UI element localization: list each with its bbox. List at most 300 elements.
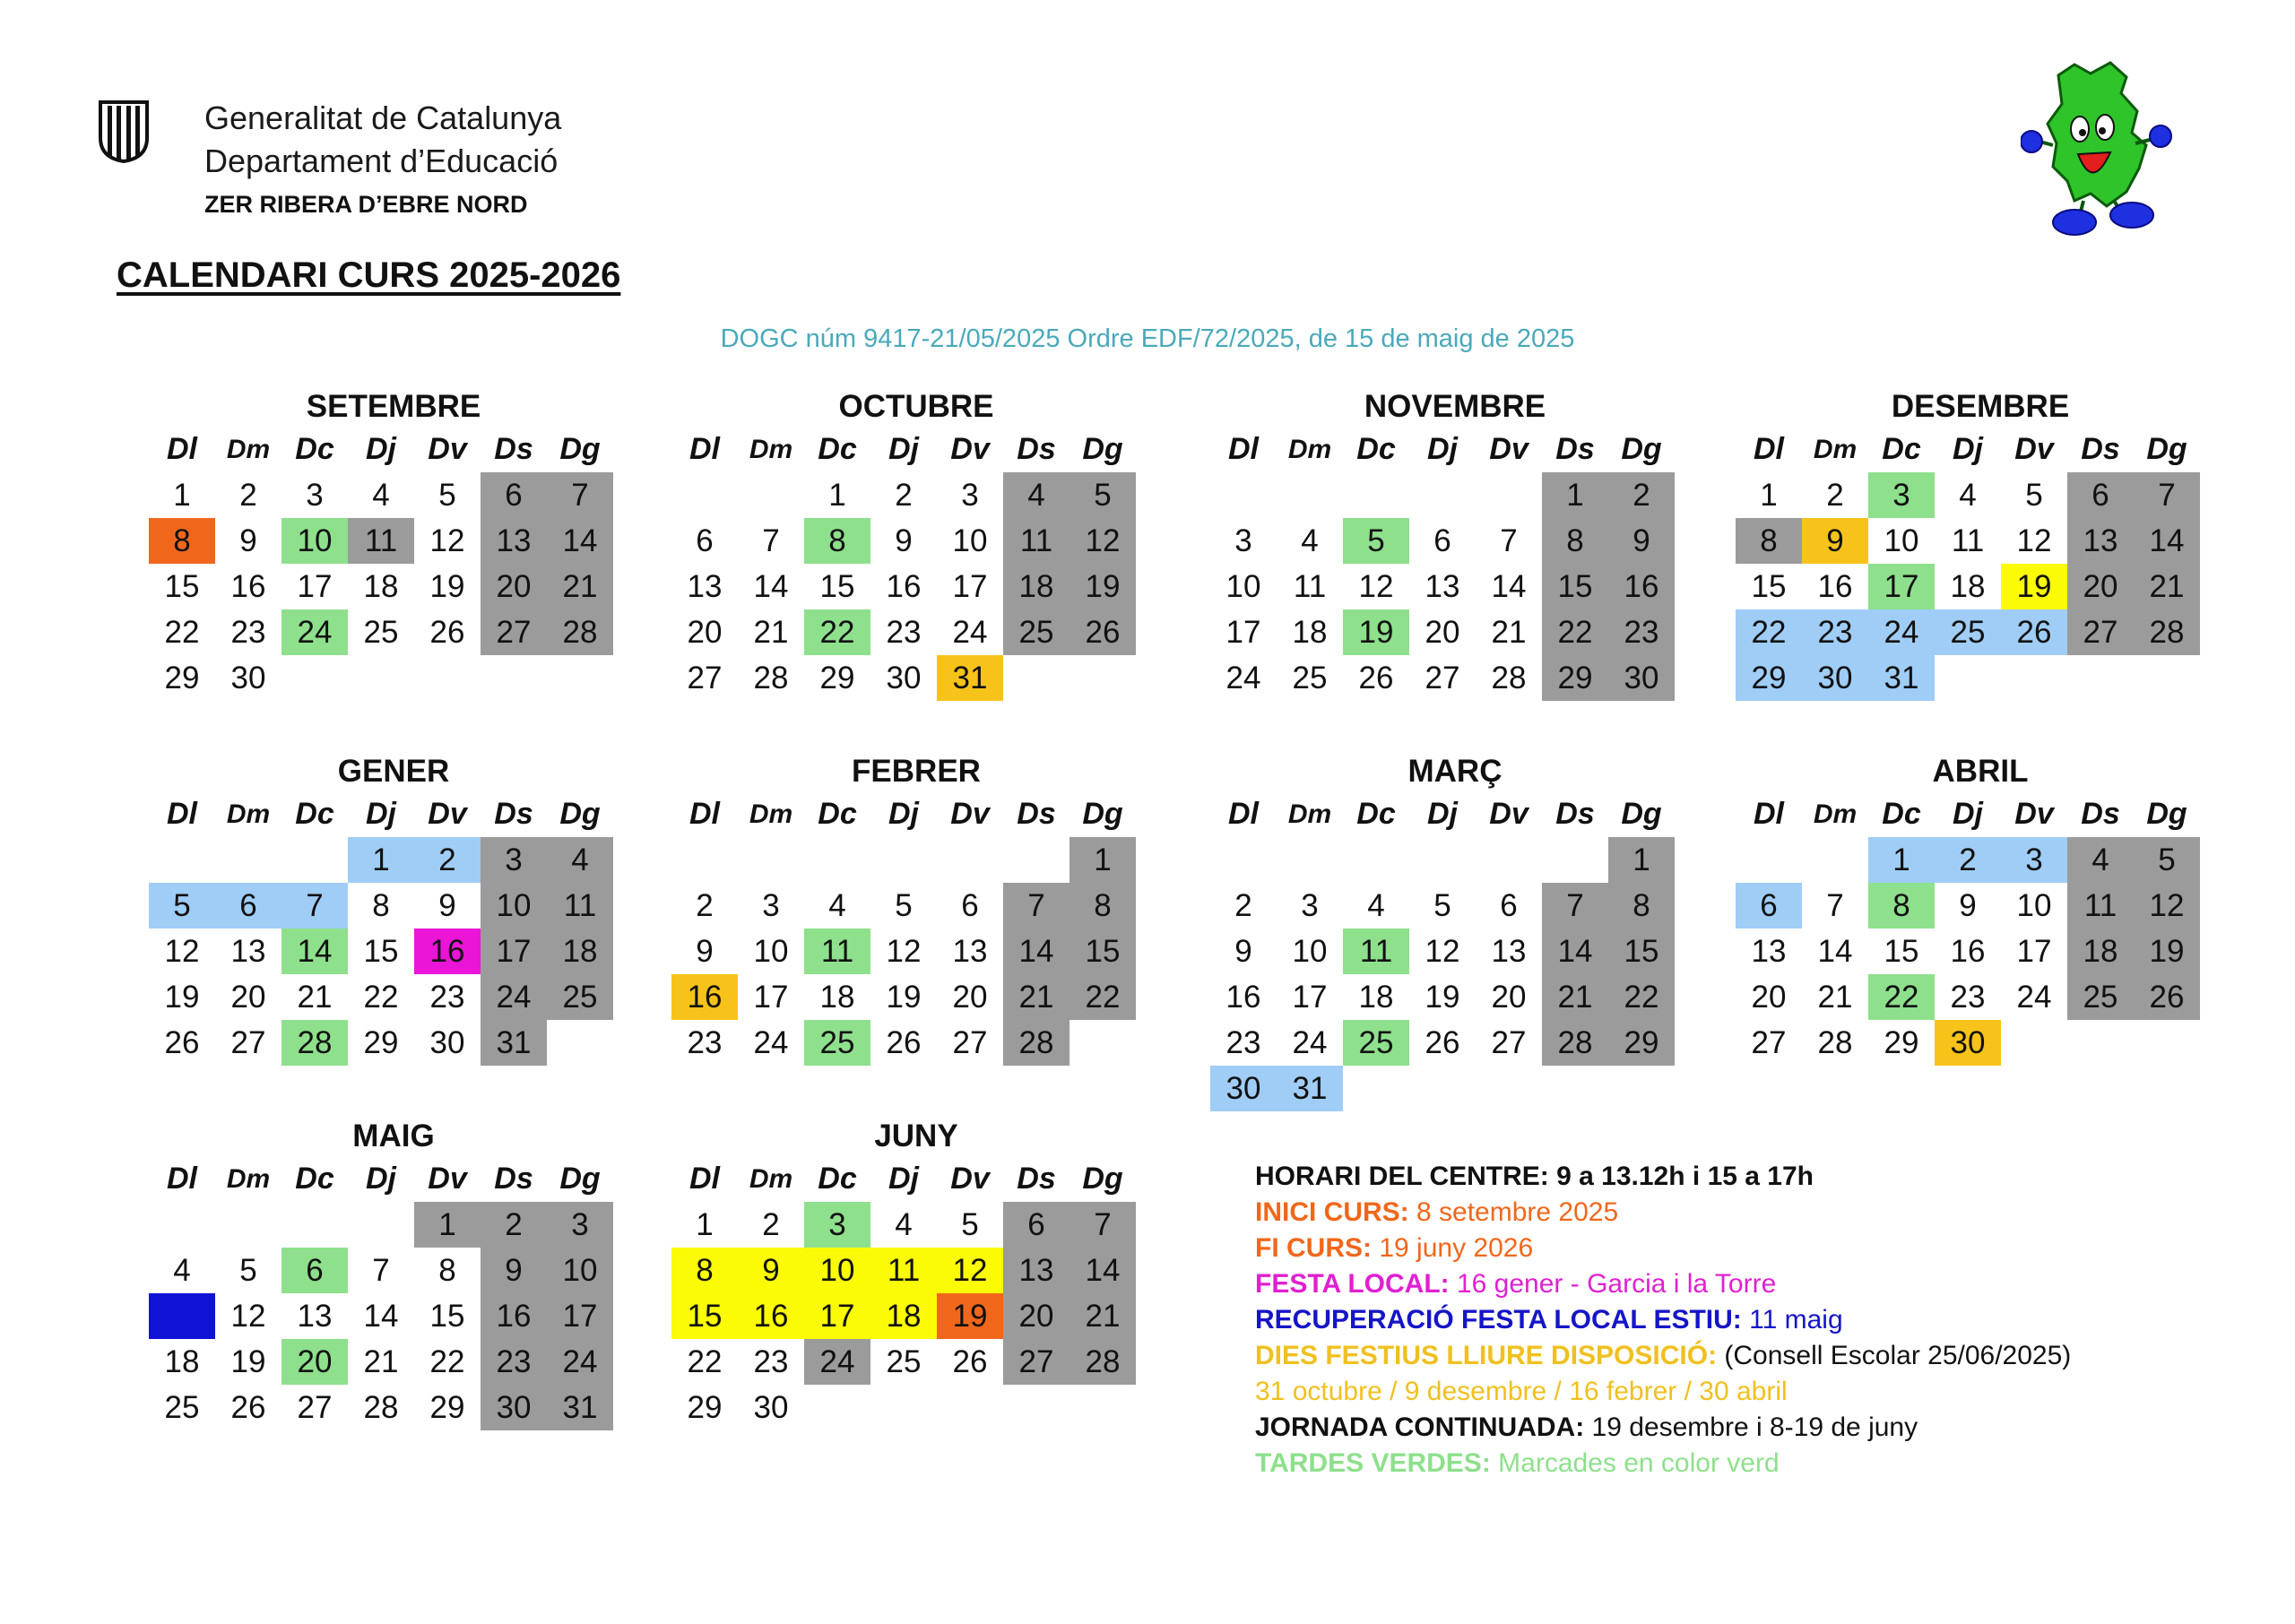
calendar-day: 11 (149, 1293, 215, 1339)
generalitat-logo-icon (97, 99, 151, 163)
calendar-day: 7 (2134, 472, 2200, 518)
calendar-day: 22 (1542, 609, 1608, 655)
calendar-day: 25 (2067, 974, 2134, 1020)
weekday-header: Dj (888, 797, 919, 831)
empty-cell (671, 472, 738, 518)
calendar-day: 9 (481, 1248, 547, 1293)
calendar-day: 30 (1802, 655, 1868, 701)
calendar-day: 18 (164, 1343, 200, 1379)
dogc-reference: DOGC núm 9417-21/05/2025 Ordre EDF/72/2025, de 15 de maig de 2025 (720, 324, 1575, 353)
calendar-day: 12 (230, 1298, 266, 1334)
calendar-day: 26 (164, 1024, 200, 1060)
calendar-day: 23 (230, 614, 266, 650)
calendar-day: 1 (1868, 837, 1935, 883)
calendar-day: 9 (239, 523, 257, 558)
calendar-day: 3 (2001, 837, 2067, 883)
weekday-header: Dv (1489, 797, 1529, 831)
calendar-day: 29 (1884, 1024, 1919, 1060)
calendar-day: 9 (1802, 518, 1868, 564)
calendar-day: 3 (1301, 887, 1319, 923)
weekday-header: Ds (1017, 432, 1056, 466)
calendar-day: 28 (1003, 1020, 1070, 1066)
weekday-header: Dl (689, 1162, 720, 1196)
calendar-day: 5 (438, 477, 456, 513)
month-grid (149, 1156, 611, 1430)
calendar-day: 2 (696, 887, 714, 923)
weekday-header: Dc (295, 797, 334, 831)
calendar-day: 2 (481, 1202, 547, 1248)
weekday-header: Dm (749, 1163, 793, 1194)
calendar-day: 22 (687, 1343, 723, 1379)
empty-cell (215, 1202, 281, 1248)
calendar-day: 17 (1868, 564, 1935, 609)
calendar-day: 26 (2001, 609, 2067, 655)
calendar-day: 19 (886, 979, 922, 1015)
weekday-header: Dv (950, 1162, 990, 1196)
calendar-day: 28 (1817, 1024, 1853, 1060)
calendar-day: 19 (230, 1343, 266, 1379)
calendar-day: 16 (738, 1293, 804, 1339)
calendar-day: 3 (961, 477, 979, 513)
calendar-day: 14 (1542, 929, 1608, 974)
department-name: Departament d’Educació (204, 143, 559, 179)
weekday-header: Dv (950, 432, 990, 466)
calendar-day: 7 (762, 523, 780, 558)
calendar-day: 4 (1367, 887, 1385, 923)
calendar-day: 15 (1608, 929, 1675, 974)
weekday-header: Ds (494, 432, 533, 466)
calendar-day: 2 (1608, 472, 1675, 518)
calendar-day: 8 (1868, 883, 1935, 929)
calendar-day: 28 (363, 1389, 399, 1425)
weekday-header: Dg (2146, 432, 2187, 466)
weekday-header: Dm (749, 434, 793, 464)
legend-row (1255, 1338, 2071, 1374)
calendar-day: 22 (1070, 974, 1136, 1020)
calendar-day: 19 (1070, 564, 1136, 609)
calendar-day: 8 (671, 1248, 738, 1293)
calendar-day: 21 (2134, 564, 2200, 609)
calendar-day: 13 (1425, 568, 1460, 604)
calendar-day: 7 (1003, 883, 1070, 929)
empty-cell (804, 837, 870, 883)
calendar-day: 10 (1884, 523, 1919, 558)
calendar-day: 22 (164, 614, 200, 650)
calendar-day: 4 (173, 1252, 191, 1288)
calendar-day: 25 (1343, 1020, 1409, 1066)
calendar-day: 26 (230, 1389, 266, 1425)
month-marc (1198, 752, 1673, 1111)
calendar-day: 9 (1234, 933, 1252, 969)
calendar-day: 17 (753, 979, 789, 1015)
legend-key: TARDES VERDES: (1255, 1448, 1491, 1478)
calendar-day: 13 (2067, 518, 2134, 564)
calendar-day: 24 (547, 1339, 613, 1385)
empty-cell (348, 1202, 414, 1248)
calendar-day: 20 (687, 614, 723, 650)
weekday-header: Dv (2014, 432, 2054, 466)
month-grid (671, 1156, 1134, 1430)
calendar-day: 30 (230, 660, 266, 695)
calendar-day: 30 (1608, 655, 1675, 701)
calendar-day: 20 (1425, 614, 1460, 650)
calendar-day: 31 (481, 1020, 547, 1066)
calendar-day: 18 (2067, 929, 2134, 974)
legend-value: 19 desembre i 8-19 de juny (1584, 1412, 1918, 1442)
month-title: ABRIL (1932, 754, 2029, 789)
calendar-day: 27 (481, 609, 547, 655)
calendar-day: 4 (547, 837, 613, 883)
calendar-day: 10 (1225, 568, 1261, 604)
calendar-day: 5 (239, 1252, 257, 1288)
empty-cell (281, 1202, 348, 1248)
calendar-day: 15 (1884, 933, 1919, 969)
weekday-header: Dl (167, 432, 197, 466)
weekday-header: Ds (1017, 797, 1056, 831)
calendar-day: 6 (215, 883, 281, 929)
calendar-day: 21 (1542, 974, 1608, 1020)
calendar-day: 25 (804, 1020, 870, 1066)
calendar-day: 3 (762, 887, 780, 923)
weekday-header: Dg (1082, 432, 1123, 466)
weekday-header: Ds (494, 1162, 533, 1196)
calendar-day: 5 (961, 1206, 979, 1242)
legend-row (1255, 1266, 2071, 1302)
calendar-day: 14 (281, 929, 348, 974)
legend-key: RECUPERACIÓ FESTA LOCAL ESTIU: (1255, 1305, 1742, 1335)
calendar-day: 25 (547, 974, 613, 1020)
calendar-day: 21 (1070, 1293, 1136, 1339)
calendar-day: 25 (886, 1343, 922, 1379)
weekday-header: Ds (2081, 432, 2120, 466)
calendar-day: 18 (363, 568, 399, 604)
weekday-header: Ds (1555, 432, 1595, 466)
empty-cell (1003, 837, 1070, 883)
legend-key: FI CURS: (1255, 1233, 1372, 1263)
calendar-day: 13 (687, 568, 723, 604)
calendar-day: 20 (1751, 979, 1787, 1015)
calendar-day: 9 (738, 1248, 804, 1293)
calendar-day: 2 (414, 837, 481, 883)
calendar-day: 18 (1358, 979, 1394, 1015)
calendar-day: 23 (1608, 609, 1675, 655)
weekday-header: Dm (1813, 799, 1858, 829)
organization-header (204, 97, 561, 226)
calendar-day: 19 (429, 568, 465, 604)
weekday-header: Dm (1287, 799, 1332, 829)
calendar-day: 12 (1425, 933, 1460, 969)
calendar-day: 6 (1500, 887, 1518, 923)
calendar-day: 1 (1608, 837, 1675, 883)
weekday-header: Ds (1017, 1162, 1056, 1196)
calendar-day: 19 (937, 1293, 1003, 1339)
empty-cell (1476, 472, 1542, 518)
calendar-day: 12 (1358, 568, 1394, 604)
weekday-header: Dl (167, 1162, 197, 1196)
calendar-day: 7 (1500, 523, 1518, 558)
legend-row (1255, 1159, 2071, 1195)
calendar-day: 6 (281, 1248, 348, 1293)
calendar-day: 24 (753, 1024, 789, 1060)
month-title: GENER (337, 754, 450, 789)
calendar-day: 24 (1868, 609, 1935, 655)
calendar-day: 5 (1433, 887, 1451, 923)
calendar-day: 20 (1003, 1293, 1070, 1339)
calendar-day: 22 (804, 609, 870, 655)
calendar-day: 21 (547, 564, 613, 609)
empty-cell (1210, 472, 1277, 518)
weekday-header: Dl (689, 432, 720, 466)
calendar-day: 2 (1935, 837, 2001, 883)
calendar-day: 6 (696, 523, 714, 558)
empty-cell (1343, 472, 1409, 518)
weekday-header: Dc (1356, 797, 1396, 831)
calendar-day: 19 (2001, 564, 2067, 609)
calendar-day: 3 (547, 1202, 613, 1248)
calendar-day: 9 (696, 933, 714, 969)
calendar-day: 28 (1070, 1339, 1136, 1385)
month-title: SETEMBRE (306, 389, 481, 424)
calendar-day: 13 (230, 933, 266, 969)
month-title: MARÇ (1407, 754, 1503, 789)
calendar-day: 7 (1542, 883, 1608, 929)
calendar-day: 18 (1292, 614, 1328, 650)
weekday-header: Ds (494, 797, 533, 831)
calendar-day: 4 (1301, 523, 1319, 558)
calendar-day: 31 (937, 655, 1003, 701)
calendar-day: 25 (1003, 609, 1070, 655)
empty-cell (1409, 472, 1476, 518)
calendar-day: 1 (173, 477, 191, 513)
weekday-header: Dc (1356, 432, 1396, 466)
calendar-day: 14 (1491, 568, 1527, 604)
calendar-day: 25 (1935, 609, 2001, 655)
calendar-day: 29 (363, 1024, 399, 1060)
empty-cell (1277, 472, 1343, 518)
month-title: OCTUBRE (838, 389, 994, 424)
weekday-header: Dc (295, 1162, 334, 1196)
calendar-day: 21 (363, 1343, 399, 1379)
calendar-day: 29 (819, 660, 855, 695)
weekday-header: Dg (559, 1162, 601, 1196)
calendar-day: 11 (2067, 883, 2134, 929)
calendar-day: 27 (952, 1024, 988, 1060)
weekday-header: Dg (1082, 797, 1123, 831)
calendar-day: 15 (164, 568, 200, 604)
calendar-day: 29 (1542, 655, 1608, 701)
calendar-day: 7 (372, 1252, 390, 1288)
calendar-day: 16 (886, 568, 922, 604)
empty-cell (1476, 837, 1542, 883)
legend-key: JORNADA CONTINUADA: (1255, 1412, 1585, 1442)
calendar-day: 4 (895, 1206, 913, 1242)
calendar-day: 12 (886, 933, 922, 969)
weekday-header: Dl (1228, 797, 1259, 831)
calendar-day: 9 (438, 887, 456, 923)
calendar-day: 16 (1608, 564, 1675, 609)
weekday-header: Dl (1754, 432, 1784, 466)
calendar-day: 27 (1003, 1339, 1070, 1385)
calendar-day: 29 (429, 1389, 465, 1425)
calendar-day: 1 (1760, 477, 1778, 513)
calendar-day: 21 (297, 979, 333, 1015)
empty-cell (281, 837, 348, 883)
calendar-day: 25 (1292, 660, 1328, 695)
weekday-header: Dm (226, 1163, 271, 1194)
weekday-header: Dl (689, 797, 720, 831)
calendar-day: 13 (1491, 933, 1527, 969)
calendar-day: 8 (372, 887, 390, 923)
month-novembre (1198, 387, 1673, 701)
calendar-day: 8 (1542, 518, 1608, 564)
calendar-day: 11 (870, 1248, 937, 1293)
calendar-day: 20 (281, 1339, 348, 1385)
calendar-day: 31 (1868, 655, 1935, 701)
calendar-day: 16 (1817, 568, 1853, 604)
calendar-day: 26 (886, 1024, 922, 1060)
calendar-day: 11 (1293, 568, 1327, 604)
calendar-day: 1 (1542, 472, 1608, 518)
calendar-day: 26 (1425, 1024, 1460, 1060)
weekday-header: Dg (1621, 432, 1662, 466)
calendar-day: 30 (886, 660, 922, 695)
calendar-day: 24 (481, 974, 547, 1020)
calendar-day: 2 (895, 477, 913, 513)
calendar-day: 18 (1003, 564, 1070, 609)
weekday-header: Dm (1813, 434, 1858, 464)
weekday-header: Dj (1953, 797, 1983, 831)
calendar-day: 25 (164, 1389, 200, 1425)
calendar-day: 27 (230, 1024, 266, 1060)
calendar-day: 21 (1003, 974, 1070, 1020)
calendar-day: 17 (804, 1293, 870, 1339)
calendar-day: 8 (1608, 883, 1675, 929)
calendar-day: 1 (828, 477, 846, 513)
legend-row (1255, 1302, 2071, 1338)
legend-value: 31 octubre / 9 desembre / 16 febrer / 30 abril (1255, 1377, 1788, 1406)
weekday-header: Dv (428, 432, 467, 466)
weekday-header: Dj (366, 797, 396, 831)
month-title: FEBRER (852, 754, 981, 789)
calendar-day: 3 (306, 477, 324, 513)
legend-row (1255, 1374, 2071, 1410)
calendar-day: 20 (952, 979, 988, 1015)
calendar-day: 11 (1343, 929, 1409, 974)
calendar-day: 5 (1070, 472, 1136, 518)
calendar-day: 11 (1003, 518, 1070, 564)
calendar-day: 19 (164, 979, 200, 1015)
calendar-day: 19 (1425, 979, 1460, 1015)
calendar-day: 23 (886, 614, 922, 650)
calendar-day: 18 (1950, 568, 1986, 604)
calendar-day: 15 (671, 1293, 738, 1339)
month-title: MAIG (352, 1119, 435, 1153)
calendar-day: 10 (1292, 933, 1328, 969)
empty-cell (738, 472, 804, 518)
month-grid (671, 427, 1134, 701)
calendar-day: 19 (2134, 929, 2200, 974)
calendar-day: 10 (547, 1248, 613, 1293)
weekday-header: Dj (1427, 432, 1458, 466)
month-grid (671, 791, 1134, 1066)
empty-cell (149, 837, 215, 883)
calendar-day: 22 (1736, 609, 1802, 655)
calendar-day: 22 (363, 979, 399, 1015)
weekday-header: Dv (1489, 432, 1529, 466)
calendar-day: 14 (753, 568, 789, 604)
calendar-day: 29 (164, 660, 200, 695)
weekday-header: Dj (888, 1162, 919, 1196)
calendar-day: 14 (547, 518, 613, 564)
calendar-day: 4 (828, 887, 846, 923)
calendar-day: 15 (429, 1298, 465, 1334)
calendar-day: 24 (2016, 979, 2052, 1015)
weekday-header: Dc (295, 432, 334, 466)
calendar-day: 16 (1950, 933, 1986, 969)
calendar-day: 14 (1070, 1248, 1136, 1293)
calendar-day: 26 (1358, 660, 1394, 695)
calendar-day: 5 (1343, 518, 1409, 564)
page-title: CALENDARI CURS 2025-2026 (117, 255, 621, 295)
calendar-day: 10 (753, 933, 789, 969)
calendar-day: 5 (2025, 477, 2043, 513)
calendar-day: 17 (547, 1293, 613, 1339)
weekday-header: Dv (428, 797, 467, 831)
weekday-header: Ds (1555, 797, 1595, 831)
calendar-day: 6 (1736, 883, 1802, 929)
empty-cell (1277, 837, 1343, 883)
month-juny (659, 1117, 1134, 1430)
calendar-day: 28 (281, 1020, 348, 1066)
calendar-day: 16 (1225, 979, 1261, 1015)
calendar-day: 5 (895, 887, 913, 923)
weekday-header: Dg (559, 797, 601, 831)
calendar-day: 11 (547, 883, 613, 929)
calendar-day: 15 (1751, 568, 1787, 604)
empty-cell (1736, 837, 1802, 883)
weekday-header: Dj (888, 432, 919, 466)
month-grid (149, 427, 611, 701)
calendar-day: 5 (2134, 837, 2200, 883)
calendar-day: 4 (2067, 837, 2134, 883)
weekday-header: Dj (1953, 432, 1983, 466)
calendar-day: 15 (819, 568, 855, 604)
school-name: ZER RIBERA D’EBRE NORD (204, 191, 528, 218)
calendar-day: 17 (1292, 979, 1328, 1015)
calendar-day: 27 (1425, 660, 1460, 695)
calendar-day: 7 (281, 883, 348, 929)
calendar-day: 9 (1608, 518, 1675, 564)
weekday-header: Dm (749, 799, 793, 829)
calendar-day: 27 (2067, 609, 2134, 655)
legend-value: 8 setembre 2025 (1408, 1197, 1619, 1227)
month-abril (1723, 752, 2198, 1066)
calendar-day: 23 (481, 1339, 547, 1385)
month-gener (136, 752, 611, 1066)
calendar-day: 12 (1070, 518, 1136, 564)
weekday-header: Dv (2014, 797, 2054, 831)
month-title: NOVEMBRE (1364, 389, 1546, 424)
calendar-day: 17 (481, 929, 547, 974)
empty-cell (1343, 837, 1409, 883)
calendar-day: 13 (481, 518, 547, 564)
calendar-day: 9 (895, 523, 913, 558)
month-grid (1210, 427, 1673, 701)
calendar-day: 10 (281, 518, 348, 564)
empty-cell (215, 837, 281, 883)
weekday-header: Dv (428, 1162, 467, 1196)
calendar-day: 13 (1003, 1248, 1070, 1293)
